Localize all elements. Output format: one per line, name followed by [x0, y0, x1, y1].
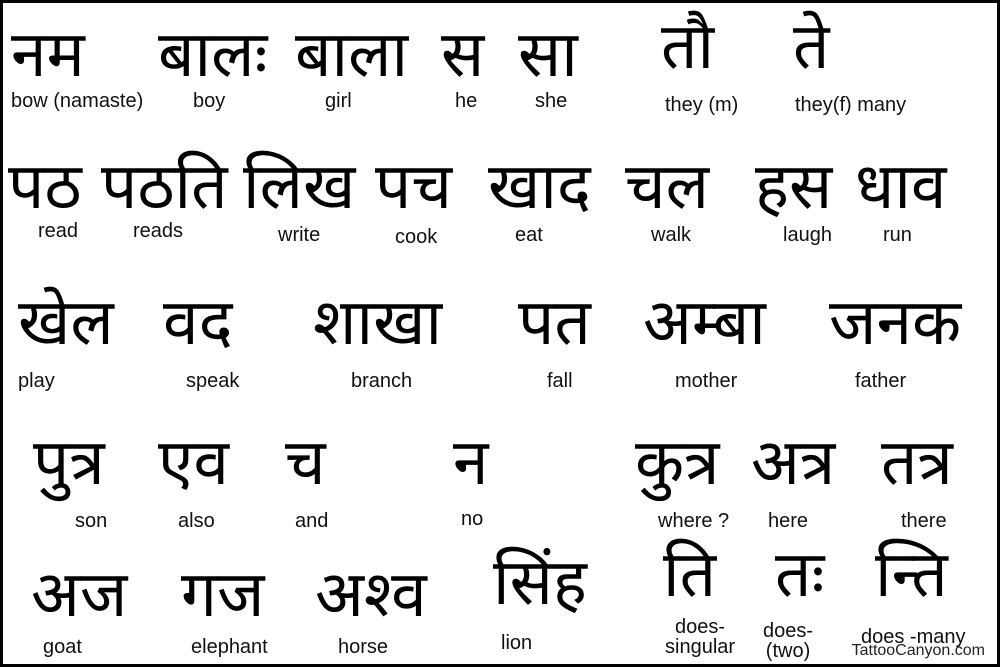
- devanagari-word: अश्व: [315, 558, 427, 632]
- devanagari-word: चल: [625, 150, 710, 224]
- devanagari-word: न: [453, 426, 489, 500]
- english-gloss: does- singular: [665, 616, 736, 658]
- devanagari-word: शाखा: [313, 286, 443, 360]
- english-gloss: there: [901, 510, 947, 532]
- english-gloss: girl: [325, 90, 352, 112]
- devanagari-word: खेल: [18, 286, 114, 360]
- english-gloss: son: [75, 510, 108, 532]
- english-gloss: does -many: [861, 626, 966, 648]
- english-gloss: cook: [395, 226, 438, 248]
- devanagari-word: स: [441, 18, 485, 92]
- english-gloss: he: [455, 90, 478, 112]
- devanagari-word: पठ: [8, 150, 82, 224]
- devanagari-word: गज: [181, 558, 265, 632]
- english-gloss: walk: [651, 224, 692, 246]
- english-gloss: fall: [547, 370, 573, 392]
- devanagari-word: पठति: [101, 150, 228, 224]
- devanagari-word: खाद: [488, 150, 591, 224]
- english-gloss: here: [768, 510, 809, 532]
- english-gloss: reads: [133, 220, 184, 242]
- english-gloss: play: [18, 370, 55, 392]
- devanagari-word: सिंह: [493, 546, 587, 620]
- english-gloss: horse: [338, 636, 389, 658]
- english-gloss: laugh: [783, 224, 832, 246]
- devanagari-word: बाला: [295, 18, 409, 92]
- devanagari-word: अज: [31, 558, 128, 632]
- devanagari-word: जनक: [829, 286, 962, 360]
- devanagari-word: बालः: [158, 18, 268, 92]
- devanagari-word: वद: [163, 286, 233, 360]
- devanagari-word: च: [285, 426, 326, 500]
- english-gloss: no: [461, 508, 484, 530]
- english-gloss: eat: [515, 224, 543, 246]
- devanagari-word: सा: [518, 18, 578, 92]
- english-gloss: where ?: [658, 510, 730, 532]
- english-gloss: mother: [675, 370, 738, 392]
- devanagari-word: ति: [663, 538, 717, 612]
- devanagari-word: पच: [375, 150, 452, 224]
- english-gloss: speak: [186, 370, 240, 392]
- devanagari-word: एव: [158, 426, 229, 500]
- english-gloss: lion: [501, 632, 533, 654]
- devanagari-word: नम: [11, 18, 85, 92]
- english-gloss: read: [38, 220, 79, 242]
- english-gloss: boy: [193, 90, 226, 112]
- english-gloss: branch: [351, 370, 413, 392]
- watermark-text: TattooCanyon.com: [851, 642, 985, 659]
- english-gloss: they (m): [665, 94, 739, 116]
- devanagari-word: अम्बा: [643, 286, 766, 360]
- english-gloss: she: [535, 90, 568, 112]
- english-gloss: goat: [43, 636, 82, 658]
- english-gloss: run: [883, 224, 912, 246]
- english-gloss: write: [278, 224, 321, 246]
- devanagari-word: लिख: [243, 150, 356, 224]
- english-gloss: does- (two): [763, 620, 814, 662]
- devanagari-word: धाव: [855, 150, 947, 224]
- devanagari-word: न्ति: [875, 538, 948, 612]
- devanagari-word: पत: [518, 286, 591, 360]
- english-gloss: bow (namaste): [11, 90, 144, 112]
- devanagari-word: ते: [793, 10, 830, 84]
- english-gloss: they(f) many: [795, 94, 907, 116]
- devanagari-word: तत्र: [881, 426, 953, 500]
- devanagari-word: पुत्र: [33, 426, 105, 500]
- devanagari-word: हस: [755, 150, 833, 224]
- english-gloss: and: [295, 510, 329, 532]
- english-gloss: also: [178, 510, 215, 532]
- english-gloss: elephant: [191, 636, 268, 658]
- english-gloss: father: [855, 370, 907, 392]
- devanagari-word: कुत्र: [635, 426, 720, 500]
- devanagari-word: तौ: [661, 10, 715, 84]
- devanagari-word: तः: [775, 538, 825, 612]
- devanagari-word: अत्र: [751, 426, 836, 500]
